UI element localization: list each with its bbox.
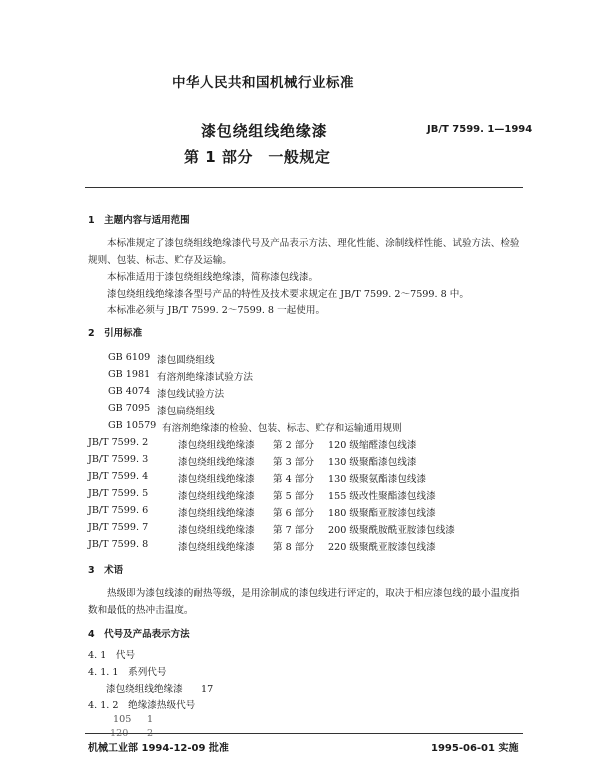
- ref-title: 有溶剂绝缘漆试验方法: [157, 372, 253, 383]
- document-subtitle: 第 1 部分 一般规定: [184, 148, 331, 166]
- jb-ref-code: JB/T 7599. 2: [88, 437, 149, 448]
- jb-ref-desc: 220 级聚酰亚胺漆包线漆: [328, 542, 436, 553]
- section-4-heading: 4 代号及产品表示方法: [88, 629, 190, 640]
- ref-title: 漆包线试验方法: [157, 389, 225, 400]
- ref-code: GB 10579: [108, 420, 157, 431]
- class-code: 1: [147, 714, 154, 725]
- jb-ref-part: 第 6 部分: [273, 508, 314, 519]
- issuing-organization: 中华人民共和国机械行业标准: [172, 75, 354, 91]
- jb-ref-desc: 120 级缩醛漆包线漆: [328, 440, 417, 451]
- jb-ref-desc: 130 级聚氨酯漆包线漆: [328, 474, 427, 485]
- jb-ref-desc: 130 级聚酯漆包线漆: [328, 457, 417, 468]
- approval-date: 机械工业部 1994-12-09 批准: [88, 743, 229, 754]
- jb-ref-title: 漆包绕组线绝缘漆: [178, 542, 255, 553]
- jb-ref-part: 第 7 部分: [273, 525, 314, 536]
- jb-ref-part: 第 4 部分: [273, 474, 314, 485]
- jb-ref-part: 第 3 部分: [273, 457, 314, 468]
- standard-number: JB/T 7599. 1—1994: [427, 124, 533, 135]
- series-code: 17: [201, 684, 214, 695]
- ref-title: 漆包扁绕组线: [157, 406, 215, 417]
- jb-ref-title: 漆包绕组线绝缘漆: [178, 474, 255, 485]
- section-3-heading: 3 术语: [88, 565, 124, 576]
- implementation-date: 1995-06-01 实施: [431, 743, 519, 754]
- ref-title: 漆包圆绕组线: [157, 355, 215, 366]
- class-temp: 120: [110, 728, 129, 739]
- jb-ref-part: 第 5 部分: [273, 491, 314, 502]
- jb-ref-title: 漆包绕组线绝缘漆: [178, 525, 255, 536]
- subsection-4-1-1: 4. 1. 1 系列代号: [88, 667, 167, 678]
- jb-ref-title: 漆包绕组线绝缘漆: [178, 508, 255, 519]
- ref-code: GB 7095: [108, 403, 151, 414]
- class-temp: 105: [113, 714, 132, 725]
- section-1-para-4: 本标准必须与 JB/T 7599. 2～7599. 8 一起使用。: [107, 305, 326, 316]
- footer-divider: [85, 733, 523, 734]
- jb-ref-desc: 180 级聚酯亚胺漆包线漆: [328, 508, 436, 519]
- jb-ref-code: JB/T 7599. 6: [88, 505, 149, 516]
- subsection-4-1-2: 4. 1. 2 绝缘漆热级代号: [88, 700, 196, 711]
- ref-code: GB 1981: [108, 369, 151, 380]
- section-1-heading: 1 主题内容与适用范围: [88, 215, 190, 226]
- jb-ref-code: JB/T 7599. 4: [88, 471, 149, 482]
- jb-ref-code: JB/T 7599. 8: [88, 539, 149, 550]
- jb-ref-title: 漆包绕组线绝缘漆: [178, 440, 255, 451]
- class-code: 2: [147, 728, 154, 739]
- ref-title: 有溶剂绝缘漆的检验、包装、标志、贮存和运输通用规则: [162, 423, 402, 434]
- jb-ref-desc: 200 级聚酰胺酰亚胺漆包线漆: [328, 525, 455, 536]
- jb-ref-title: 漆包绕组线绝缘漆: [178, 491, 255, 502]
- section-3-para: 热级即为漆包线漆的耐热等级，是用涂制成的漆包线进行评定的，取决于相应漆包线的最小温度指数和最低的热冲击温度。: [88, 588, 520, 616]
- jb-ref-part: 第 2 部分: [273, 440, 314, 451]
- jb-ref-desc: 155 级改性聚酯漆包线漆: [328, 491, 436, 502]
- section-1-para-1: 本标准规定了漆包绕组线绝缘漆代号及产品表示方法、理化性能、涂制线样性能、试验方法、检验规则、包装、标志、贮存及运输。: [88, 238, 520, 266]
- series-name: 漆包绕组线绝缘漆: [106, 684, 183, 695]
- jb-ref-code: JB/T 7599. 3: [88, 454, 149, 465]
- subsection-4-1: 4. 1 代号: [88, 650, 136, 661]
- document-title: 漆包绕组线绝缘漆: [201, 122, 328, 140]
- header-divider: [85, 187, 523, 188]
- jb-ref-code: JB/T 7599. 5: [88, 488, 149, 499]
- section-1-para-3: 漆包绕组线绝缘漆各型号产品的特性及技术要求规定在 JB/T 7599. 2～7599. 8 中。: [107, 289, 469, 300]
- jb-ref-title: 漆包绕组线绝缘漆: [178, 457, 255, 468]
- ref-code: GB 4074: [108, 386, 151, 397]
- jb-ref-code: JB/T 7599. 7: [88, 522, 149, 533]
- section-2-heading: 2 引用标准: [88, 328, 143, 339]
- ref-code: GB 6109: [108, 352, 151, 363]
- jb-ref-part: 第 8 部分: [273, 542, 314, 553]
- section-1-para-2: 本标准适用于漆包绕组线绝缘漆，简称漆包线漆。: [107, 272, 319, 283]
